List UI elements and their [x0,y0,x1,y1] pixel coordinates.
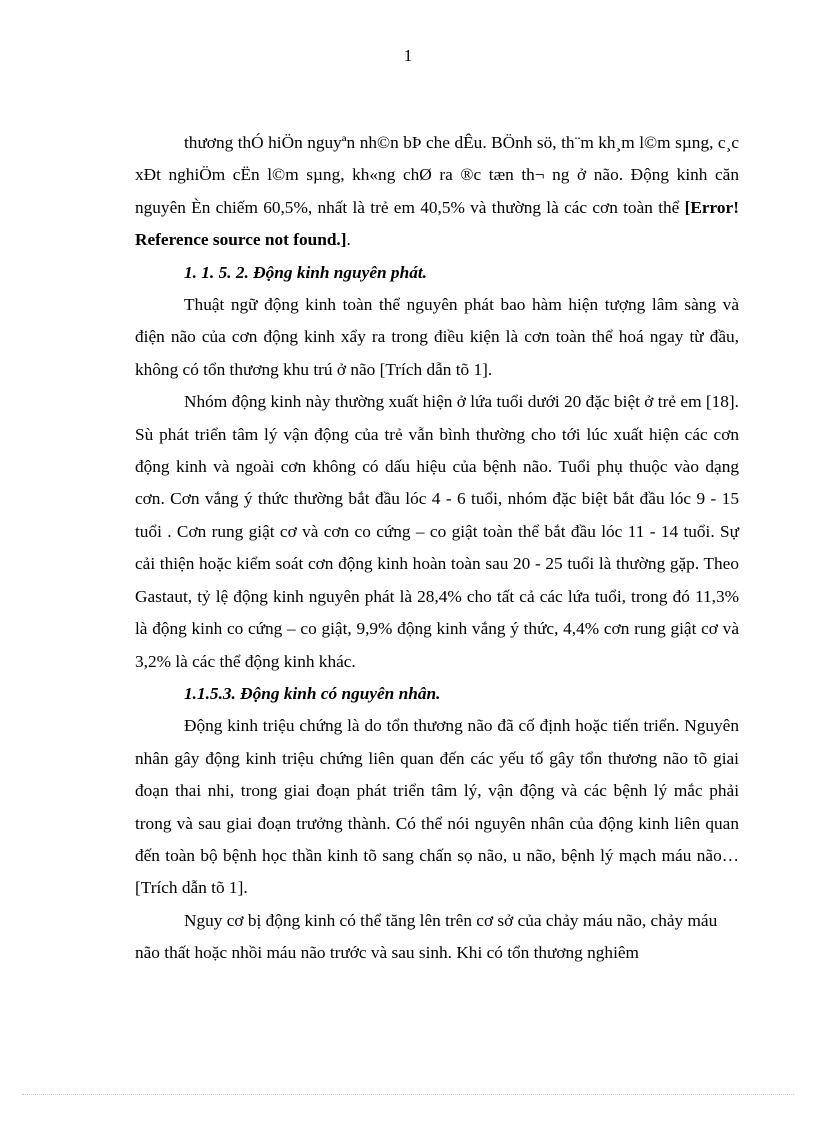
section-heading: 1. 1. 5. 2. Động kinh nguyên phát. [184,262,427,282]
paragraph: Nhóm động kinh này thường xuất hiện ở lứa tuổi dưới 20 đặc biệt ở trẻ em [18]. Sù phát triển tâm lý vận động của trẻ vẫn bình thường cho tới lúc xuất hiện các cơn động kinh và ngoài cơn không có dấu hiệu của bệnh não. Tuổi phụ thuộc vào dạng cơn. Cơn vắng ý thức thường bắt đầu lóc 4 - 6 tuổi, nhóm đặc biệt bắt đầu lóc 9 - 15 tuổi . Cơn rung giật cơ và cơn co cứng – co giật toàn thể bắt đầu lóc 11 - 14 tuổi. Sự cải thiện hoặc kiểm soát cơn động kinh hoàn toàn sau 20 - 25 tuổi là thường gặp. Theo Gastaut, tỷ lệ động kinh nguyên phát là 28,4% cho tất cả các lứa tuổi, trong đó 11,3% là động kinh co cứng – co giật, 9,9% động kinh vắng ý thức, 4,4% cơn rung giật cơ và 3,2% là các thể động kinh khác. [135,392,739,671]
reference-error: [Error! Reference source not found.] [135,197,739,250]
paragraph: thương thÓ hiÖn nguyªn nh©n bÞ che dÊu. BÖnh sö, th¨m kh¸m l©m sµng, c¸c xÐt nghiÖm cËn l©m sµng, kh«ng chØ ra ®c tæn th¬ ng ở não. Động kinh căn nguyên Èn chiếm 60,5%, nhất là trẻ em 40,5% và thường là các cơn toàn thể [Error! Reference source not found.]. [135,133,739,250]
page-number: 1 [403,46,413,65]
page-bottom-rule [22,1094,794,1095]
paragraph: Nguy cơ bị động kinh có thể tăng lên trên cơ sở của chảy máu não, chảy máu não thất hoặc nhồi máu não trước và sau sinh. Khi có tổn thương nghiêm [135,910,718,963]
paragraph: Động kinh triệu chứng là do tổn thương não đã cố định hoặc tiến triển. Nguyên nhân gây động kinh triệu chứng liên quan đến các yếu tố gây tổn thương não tõ giai đoạn thai nhi, trong giai đoạn phát triển tâm lý, vận động và các bệnh lý mắc phải trong và sau giai đoạn trưởng thành. Có thể nói nguyên nhân của động kinh liên quan đến toàn bộ bệnh học thần kinh tõ sang chấn sọ não, u não, bệnh lý mạch máu não…[Trích dẫn tõ 1]. [135,716,739,898]
paragraph-text: thương thÓ hiÖn nguyªn nh©n bÞ che dÊu. BÖnh sö, th¨m kh¸m l©m sµng, c¸c xÐt nghiÖm cËn l©m sµng, kh«ng chØ ra ®c tæn th¬ ng ở não. Động kinh căn nguyên Èn chiếm 60,5%, nhất là trẻ em 40,5% và thường là các cơn toàn thể [135,133,739,217]
paragraph: Thuật ngữ động kinh toàn thể nguyên phát bao hàm hiện tượng lâm sàng và điện não của cơn động kinh xẩy ra trong điều kiện là cơn toàn thể hoá ngay từ đầu, không có tổn thương khu trú ở não [Trích dẫn tõ 1]. [135,295,739,379]
section-heading: 1.1.5.3. Động kinh có nguyên nhân. [184,683,441,703]
document-body [135,127,739,970]
